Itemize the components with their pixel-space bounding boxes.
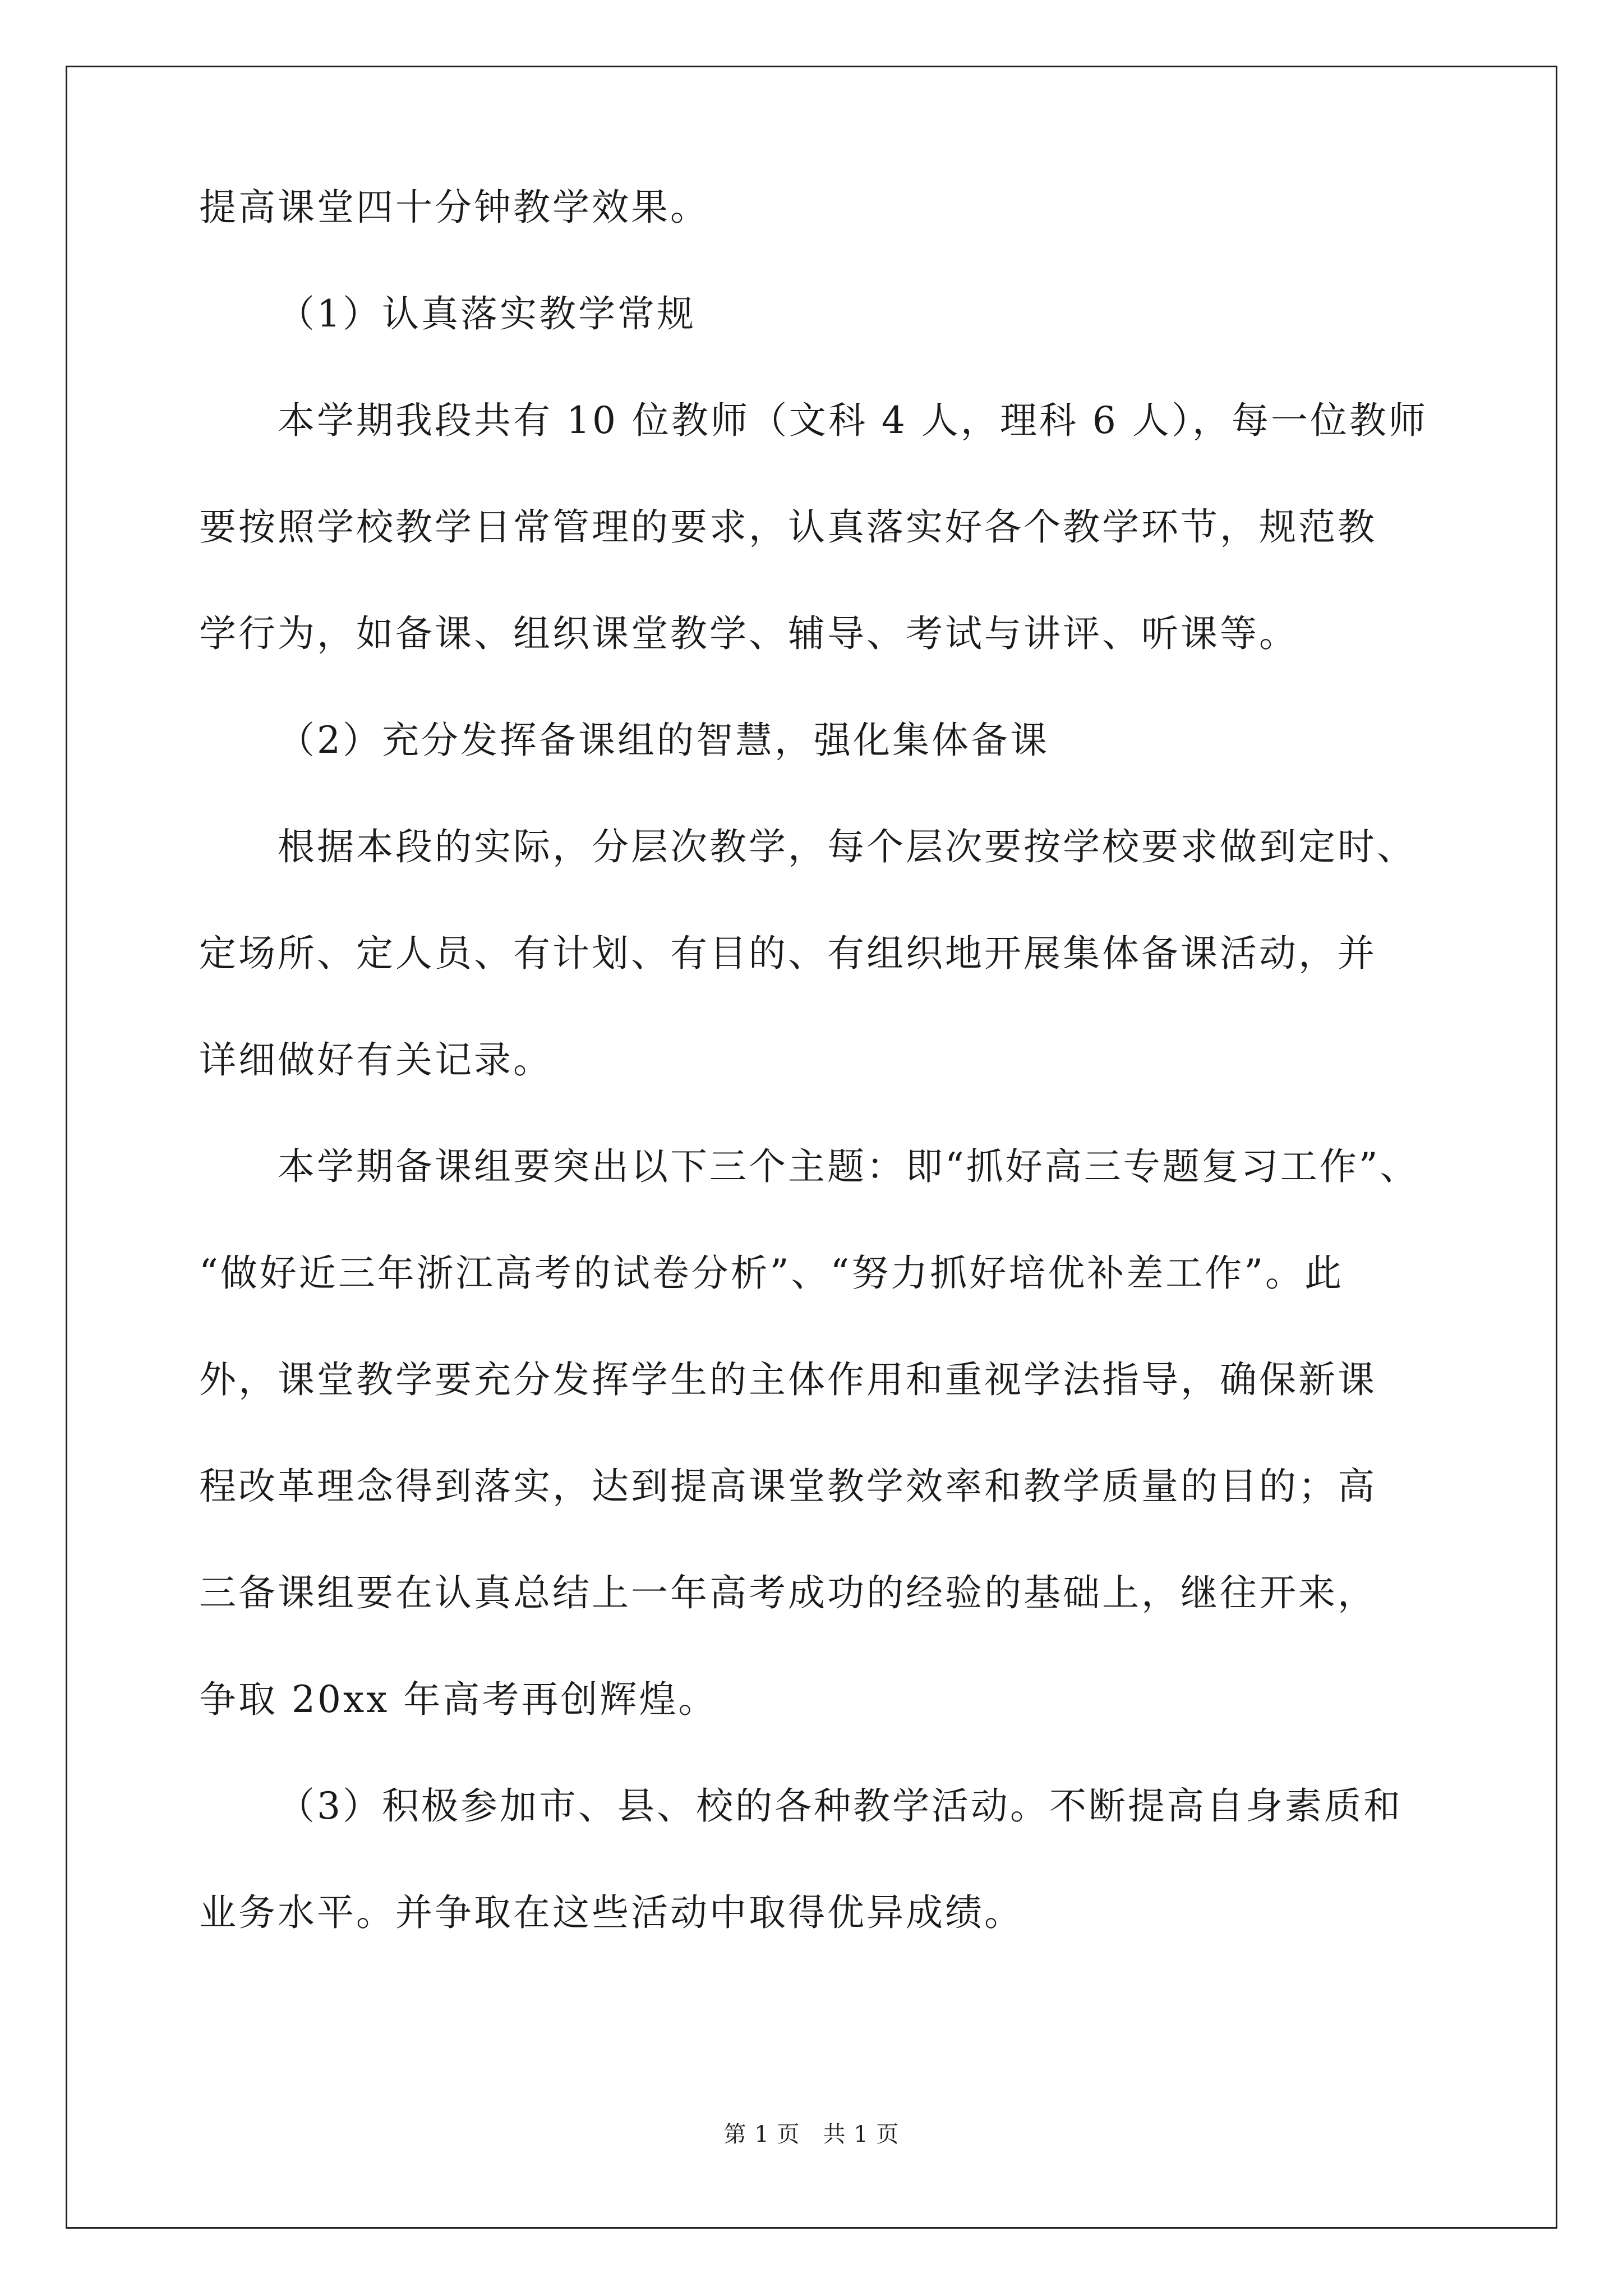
text-line: “做好近三年浙江高考的试卷分析”、“努力抓好培优补差工作”。此 <box>199 1251 1344 1295</box>
text-line: 本学期我段共有 10 位教师（文科 4 人，理科 6 人），每一位教师 <box>278 399 1428 442</box>
text-line: 定场所、定人员、有计划、有目的、有组织地开展集体备课活动，并 <box>199 932 1377 975</box>
text-line: 外，课堂教学要充分发挥学生的主体作用和重视学法指导，确保新课 <box>199 1358 1377 1401</box>
text-line: 业务水平。并争取在这些活动中取得优异成绩。 <box>199 1891 1023 1934</box>
text-line: 三备课组要在认真总结上一年高考成功的经验的基础上，继往开来， <box>199 1571 1377 1614</box>
section-heading-2: （2）充分发挥备课组的智慧，强化集体备课 <box>278 719 1049 762</box>
text-line: 要按照学校教学日常管理的要求，认真落实好各个教学环节，规范教 <box>199 505 1377 549</box>
section-heading-3: （3）积极参加市、县、校的各种教学活动。不断提高自身素质和 <box>278 1784 1403 1828</box>
text-line: 根据本段的实际，分层次教学，每个层次要按学校要求做到定时、 <box>278 825 1416 868</box>
text-line: 本学期备课组要突出以下三个主题：即“抓好高三专题复习工作”、 <box>278 1145 1419 1188</box>
section-heading-1: （1）认真落实教学常规 <box>278 292 696 335</box>
text-line: 详细做好有关记录。 <box>199 1038 552 1082</box>
text-line: 学行为，如备课、组织课堂教学、辅导、考试与讲评、听课等。 <box>199 612 1298 655</box>
text-line: 争取 20xx 年高考再创辉煌。 <box>199 1678 718 1721</box>
page-number-footer: 第 1 页 共 1 页 <box>723 2122 900 2147</box>
text-line: 提高课堂四十分钟教学效果。 <box>199 186 709 229</box>
text-line: 程改革理念得到落实，达到提高课堂教学效率和教学质量的目的；高 <box>199 1465 1377 1508</box>
